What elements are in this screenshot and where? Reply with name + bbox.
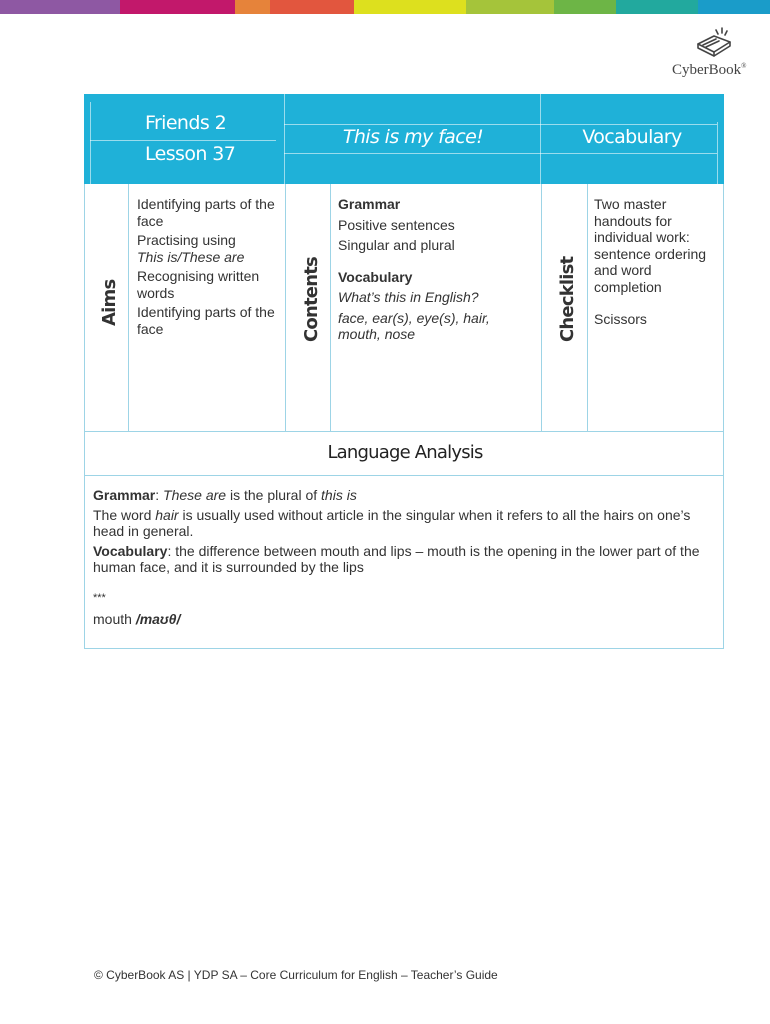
aim-item: Practising using xyxy=(137,232,236,248)
grammar-note: Grammar: These are is the plural of this is xyxy=(93,487,357,503)
language-analysis-title: Language Analysis xyxy=(327,442,483,463)
footer-copyright: © CyberBook AS | YDP SA – Core Curriculum for English – Teacher’s Guide xyxy=(94,968,498,982)
separator-stars: *** xyxy=(93,591,106,604)
grammar-item: Singular and plural xyxy=(338,237,455,253)
lesson-title: This is my face! xyxy=(342,126,484,148)
color-segment xyxy=(466,0,554,14)
hair-note: The word hair is usually used without article in the singular when it refers to all the hairs on one’s head in general. xyxy=(93,506,691,539)
contents-list xyxy=(338,196,533,343)
top-color-bar xyxy=(0,0,770,14)
aims-list xyxy=(137,196,279,337)
color-segment xyxy=(554,0,616,14)
color-segment xyxy=(354,0,466,14)
checklist-item: Two master handouts for individual work: sentence ordering and word completion xyxy=(594,196,707,295)
logo-text: CyberBook® xyxy=(672,62,747,78)
aim-item: Recognising written words xyxy=(137,268,260,301)
vocabulary-heading-content: Vocabulary xyxy=(338,268,413,285)
color-segment xyxy=(0,0,120,14)
aim-item: Identifying parts of the face xyxy=(137,196,275,229)
vocabulary-words: face, ear(s), eye(s), hair, mouth, nose xyxy=(338,309,490,342)
aims-label: Aims xyxy=(99,279,120,326)
grammar-heading: Grammar xyxy=(338,196,401,212)
aim-item: Identifying parts of the face xyxy=(137,304,275,337)
analysis-text xyxy=(93,487,713,628)
checklist-list xyxy=(594,196,718,328)
color-segment xyxy=(235,0,270,14)
checklist-item: Scissors xyxy=(594,311,647,327)
grammar-item: Positive sentences xyxy=(338,216,455,233)
lesson-number: Lesson 37 xyxy=(145,143,236,165)
color-segment xyxy=(120,0,235,14)
pronunciation-note: mouth /maʊθ/ xyxy=(93,611,181,627)
contents-label: Contents xyxy=(301,257,322,342)
vocabulary-question: What’s this in English? xyxy=(338,289,479,305)
color-segment xyxy=(616,0,698,14)
book-icon xyxy=(694,26,734,60)
language-analysis-body xyxy=(84,476,724,649)
lesson-details-grid xyxy=(84,184,724,431)
vocabulary-heading: Vocabulary xyxy=(582,126,682,148)
language-analysis-header xyxy=(84,431,724,476)
course-name: Friends 2 xyxy=(145,112,227,134)
lesson-header xyxy=(84,94,724,184)
color-segment xyxy=(698,0,770,14)
vocabulary-note: Vocabulary: the difference between mouth and lips – mouth is the opening in the lower part of the human face, and it is surrounded by the lips xyxy=(93,542,700,575)
checklist-label: Checklist xyxy=(557,256,578,342)
color-segment xyxy=(270,0,354,14)
cyberbook-logo xyxy=(664,26,760,82)
aim-item-example: This is/These are xyxy=(137,248,245,265)
